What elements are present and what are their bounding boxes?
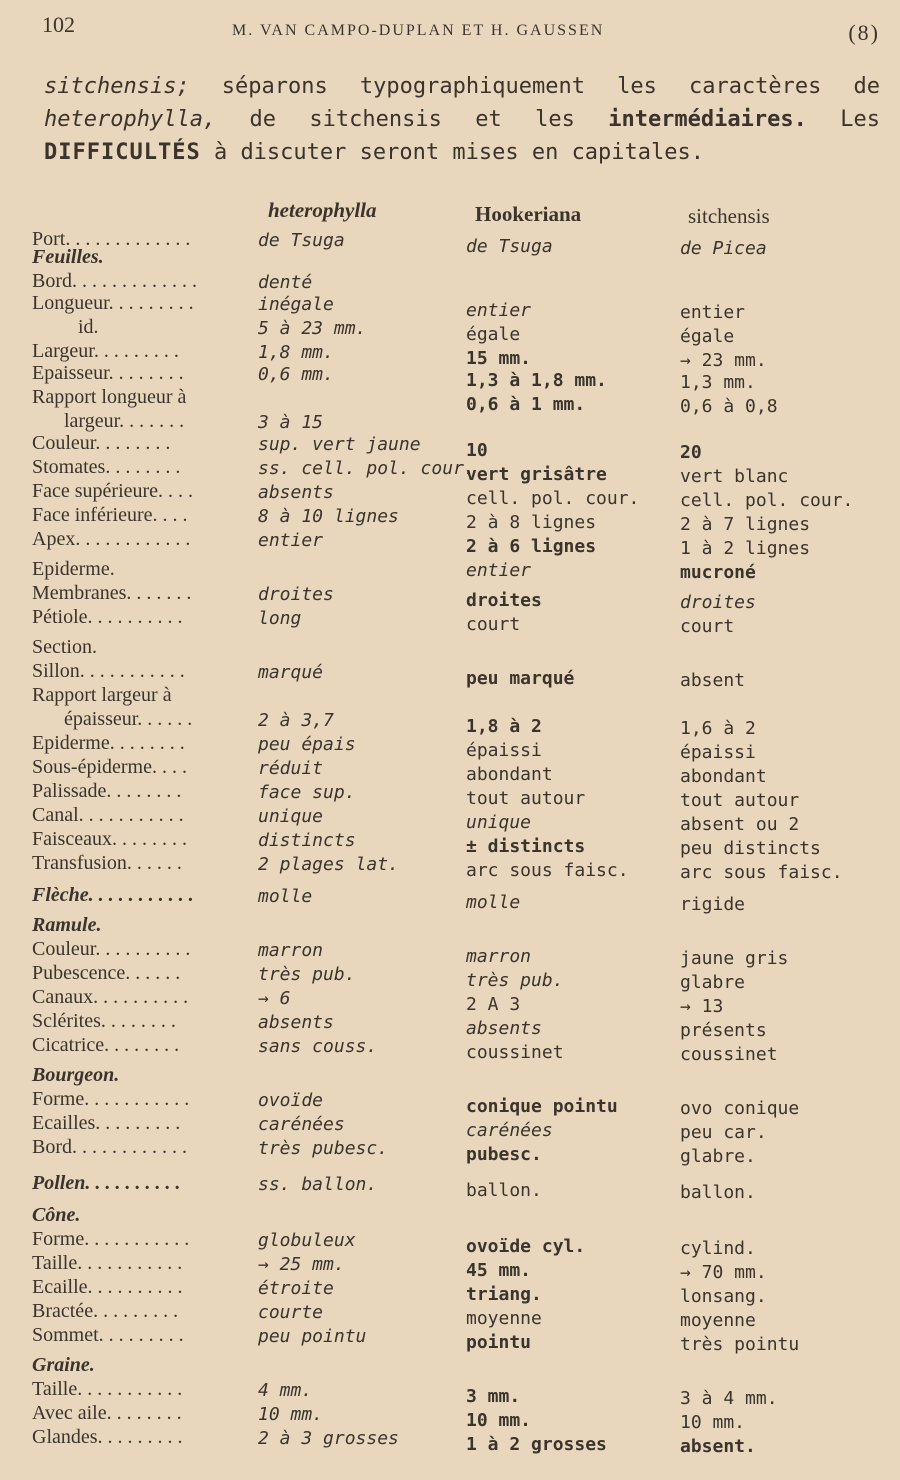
cell-sitchensis: cell. pol. cour. xyxy=(680,490,854,511)
row-label: Section. xyxy=(32,636,97,658)
cell-sitchensis: abondant xyxy=(680,766,767,787)
row-label: Face supérieure. . . . xyxy=(32,480,194,502)
row-label: Palissade. . . . . . . . xyxy=(32,780,182,802)
cell-hookeriana: molle xyxy=(466,892,521,913)
cell-hookeriana: tout autour xyxy=(466,788,586,809)
row-label: Sclérites. . . . . . . . xyxy=(32,1010,176,1032)
cell-sitchensis: moyenne xyxy=(680,1310,756,1331)
cell-sitchensis: glabre. xyxy=(680,1146,756,1167)
cell-sitchensis: → 70 mm. xyxy=(680,1262,767,1283)
cell-heterophylla: entier xyxy=(258,530,324,551)
cell-sitchensis: peu car. xyxy=(680,1122,767,1143)
running-title: M. VAN CAMPO-DUPLAN ET H. GAUSSEN xyxy=(232,22,605,39)
cell-heterophylla: denté xyxy=(258,272,313,293)
cell-hookeriana: pubesc. xyxy=(466,1144,542,1165)
cell-sitchensis: 1,6 à 2 xyxy=(680,718,756,739)
row-label: Rapport largeur à xyxy=(32,684,172,706)
cell-heterophylla: peu pointu xyxy=(258,1326,367,1347)
cell-heterophylla: long xyxy=(258,608,302,629)
column-header-sitchensis: sitchensis xyxy=(688,204,770,228)
row-label: Forme. . . . . . . . . . . xyxy=(32,1228,190,1250)
cell-heterophylla: globuleux xyxy=(258,1230,356,1251)
cell-heterophylla: 10 mm. xyxy=(258,1404,324,1425)
row-label: Rapport longueur à xyxy=(32,386,187,408)
cell-hookeriana: coussinet xyxy=(466,1042,564,1063)
cell-sitchensis: entier xyxy=(680,302,746,323)
cell-heterophylla: 5 à 23 mm. xyxy=(258,318,367,339)
cell-sitchensis: de Picea xyxy=(680,238,767,259)
row-label: Largeur. . . . . . . . . xyxy=(32,340,179,362)
cell-sitchensis: cylind. xyxy=(680,1238,756,1259)
column-header-heterophylla: heterophylla xyxy=(268,198,377,222)
cell-sitchensis: tout autour xyxy=(680,790,800,811)
row-label: Sillon. . . . . . . . . . . xyxy=(32,660,185,682)
cell-hookeriana: entier xyxy=(466,300,532,321)
row-label: Flèche. . . . . . . . . . . xyxy=(32,884,194,906)
row-label: Sous-épiderme. . . . xyxy=(32,756,187,778)
cell-sitchensis: droites xyxy=(680,592,756,613)
row-label: Taille. . . . . . . . . . . xyxy=(32,1378,183,1400)
row-label: Ecailles. . . . . . . . . xyxy=(32,1112,181,1134)
cell-sitchensis: épaissi xyxy=(680,742,756,763)
cell-heterophylla: 2 plages lat. xyxy=(258,854,399,875)
cell-heterophylla: face sup. xyxy=(258,782,356,803)
row-label: Pubescence. . . . . . xyxy=(32,962,181,984)
cell-heterophylla: sans couss. xyxy=(258,1036,378,1057)
page-number: 102 xyxy=(42,12,75,37)
cell-hookeriana: très pub. xyxy=(466,970,564,991)
cell-hookeriana: 3 mm. xyxy=(466,1386,521,1407)
cell-sitchensis: rigide xyxy=(680,894,746,915)
cell-sitchensis: présents xyxy=(680,1020,767,1041)
row-label: Apex. . . . . . . . . . . . xyxy=(32,528,191,550)
cell-hookeriana: égale xyxy=(466,324,521,345)
row-label: Port. . . . . . . . . . . . . xyxy=(32,228,191,250)
cell-sitchensis: court xyxy=(680,616,735,637)
cell-hookeriana: 10 mm. xyxy=(466,1410,532,1431)
row-label: Bourgeon. xyxy=(32,1064,120,1086)
row-label: Bord. . . . . . . . . . . . . xyxy=(32,270,197,292)
row-label: Canal. . . . . . . . . . . xyxy=(32,804,184,826)
cell-hookeriana: cell. pol. cour. xyxy=(466,488,640,509)
cell-heterophylla: 2 à 3 grosses xyxy=(258,1428,399,1449)
cell-heterophylla: ovoïde xyxy=(258,1090,324,1111)
cell-hookeriana: droites xyxy=(466,590,542,611)
cell-hookeriana: épaissi xyxy=(466,740,542,761)
cell-heterophylla: 0,6 mm. xyxy=(258,364,334,385)
row-label: Bractée. . . . . . . . . xyxy=(32,1300,179,1322)
row-label: Ecaille. . . . . . . . . . xyxy=(32,1276,183,1298)
cell-sitchensis: peu distincts xyxy=(680,838,821,859)
row-label: Taille. . . . . . . . . . . xyxy=(32,1252,183,1274)
cell-heterophylla: droites xyxy=(258,584,334,605)
cell-sitchensis: jaune gris xyxy=(680,948,789,969)
cell-heterophylla: → 6 xyxy=(258,988,291,1009)
row-label: Avec aile. . . . . . . . xyxy=(32,1402,182,1424)
cell-sitchensis: coussinet xyxy=(680,1044,778,1065)
cell-heterophylla: ss. ballon. xyxy=(258,1174,378,1195)
cell-hookeriana: absents xyxy=(466,1018,542,1039)
cell-hookeriana: de Tsuga xyxy=(466,236,553,257)
cell-hookeriana: court xyxy=(466,614,521,635)
cell-heterophylla: sup. vert jaune xyxy=(258,434,421,455)
cell-hookeriana: 1,3 à 1,8 mm. xyxy=(466,370,607,391)
cell-hookeriana: 1 à 2 grosses xyxy=(466,1434,607,1455)
cell-heterophylla: 1,8 mm. xyxy=(258,342,334,363)
cell-heterophylla: marqué xyxy=(258,662,324,683)
row-label: Canaux. . . . . . . . . . xyxy=(32,986,189,1008)
intro-text-2: de sitchensis et les xyxy=(216,107,609,132)
cell-hookeriana: 0,6 à 1 mm. xyxy=(466,394,586,415)
cell-hookeriana: unique xyxy=(466,812,532,833)
cell-heterophylla: inégale xyxy=(258,294,334,315)
cell-sitchensis: très pointu xyxy=(680,1334,800,1355)
row-label: Stomates. . . . . . . . xyxy=(32,456,181,478)
cell-heterophylla: 4 mm. xyxy=(258,1380,313,1401)
cell-heterophylla: 3 à 15 xyxy=(258,412,324,433)
row-label: Couleur. . . . . . . . xyxy=(32,432,171,454)
cell-hookeriana: 15 mm. xyxy=(466,348,532,369)
cell-hookeriana: carénées xyxy=(466,1120,553,1141)
row-label: Pétiole. . . . . . . . . . xyxy=(32,606,183,628)
row-label: Longueur. . . . . . . . . xyxy=(32,292,194,314)
cell-sitchensis: 2 à 7 lignes xyxy=(680,514,811,535)
intro-text-4: à discuter seront mises en capitales. xyxy=(200,140,705,165)
intro-sitchensis: sitchensis; xyxy=(44,74,190,99)
cell-hookeriana: ± distincts xyxy=(466,836,586,857)
row-label: Pollen. . . . . . . . . . xyxy=(32,1172,181,1194)
cell-sitchensis: ballon. xyxy=(680,1182,756,1203)
cell-sitchensis: égale xyxy=(680,326,735,347)
cell-hookeriana: arc sous faisc. xyxy=(466,860,629,881)
row-label: Ramule. xyxy=(32,914,102,936)
cell-heterophylla: absents xyxy=(258,482,334,503)
row-label: Cicatrice. . . . . . . . xyxy=(32,1034,180,1056)
row-label: Couleur. . . . . . . . . . xyxy=(32,938,191,960)
cell-heterophylla: 8 à 10 lignes xyxy=(258,506,399,527)
cell-sitchensis: absent ou 2 xyxy=(680,814,800,835)
cell-heterophylla: molle xyxy=(258,886,313,907)
cell-hookeriana: ovoïde cyl. xyxy=(466,1236,586,1257)
cell-sitchensis: 10 mm. xyxy=(680,1412,746,1433)
cell-sitchensis: absent. xyxy=(680,1436,756,1457)
column-header-hookeriana: Hookeriana xyxy=(475,202,582,226)
cell-heterophylla: très pub. xyxy=(258,964,356,985)
intro-text-3: Les xyxy=(806,107,880,132)
row-label: Feuilles. xyxy=(32,246,104,268)
cell-hookeriana: vert grisâtre xyxy=(466,464,607,485)
cell-sitchensis: lonsang. xyxy=(680,1286,767,1307)
intro-heterophylla: heterophylla, xyxy=(44,107,217,132)
cell-sitchensis: ovo conique xyxy=(680,1098,800,1119)
cell-heterophylla: réduit xyxy=(258,758,324,779)
row-label: Forme. . . . . . . . . . . xyxy=(32,1088,190,1110)
cell-heterophylla: unique xyxy=(258,806,324,827)
cell-sitchensis: 1,3 mm. xyxy=(680,372,756,393)
row-label: Epaisseur. . . . . . . . xyxy=(32,362,184,384)
cell-heterophylla: marron xyxy=(258,940,324,961)
cell-hookeriana: abondant xyxy=(466,764,553,785)
row-label: Glandes. . . . . . . . . xyxy=(32,1426,183,1448)
row-label: Epiderme. xyxy=(32,558,115,580)
cell-sitchensis: → 23 mm. xyxy=(680,350,767,371)
cell-heterophylla: très pubesc. xyxy=(258,1138,389,1159)
cell-sitchensis: 3 à 4 mm. xyxy=(680,1388,778,1409)
intro-intermediaires: intermédiaires. xyxy=(608,107,807,132)
cell-sitchensis: 0,6 à 0,8 xyxy=(680,396,778,417)
cell-hookeriana: moyenne xyxy=(466,1308,542,1329)
cell-heterophylla: courte xyxy=(258,1302,324,1323)
cell-hookeriana: 2 A 3 xyxy=(466,994,521,1015)
row-label: épaisseur. . . . . . xyxy=(64,708,193,730)
row-label: Sommet. . . . . . . . . xyxy=(32,1324,184,1346)
cell-hookeriana: marron xyxy=(466,946,532,967)
cell-hookeriana: 2 à 8 lignes xyxy=(466,512,597,533)
section-number: (8) xyxy=(848,20,880,45)
cell-sitchensis: vert blanc xyxy=(680,466,789,487)
cell-heterophylla: → 25 mm. xyxy=(258,1254,345,1275)
cell-hookeriana: ballon. xyxy=(466,1180,542,1201)
cell-heterophylla: distincts xyxy=(258,830,356,851)
row-label: id. xyxy=(78,316,99,338)
cell-heterophylla: ss. cell. pol. cour. xyxy=(258,458,475,479)
cell-sitchensis: absent xyxy=(680,670,746,691)
row-label: Membranes. . . . . . . xyxy=(32,582,192,604)
cell-hookeriana: 45 mm. xyxy=(466,1260,532,1281)
cell-sitchensis: → 13 xyxy=(680,996,724,1017)
cell-heterophylla: 2 à 3,7 xyxy=(258,710,334,731)
cell-hookeriana: entier xyxy=(466,560,532,581)
cell-hookeriana: 10 xyxy=(466,440,488,461)
row-label: Cône. xyxy=(32,1204,81,1226)
cell-heterophylla: carénées xyxy=(258,1114,345,1135)
row-label: Bord. . . . . . . . . . . . xyxy=(32,1136,187,1158)
intro-text-1: séparons typographiquement les caractères de xyxy=(189,74,880,99)
cell-hookeriana: triang. xyxy=(466,1284,542,1305)
cell-heterophylla: étroite xyxy=(258,1278,334,1299)
cell-heterophylla: absents xyxy=(258,1012,334,1033)
cell-sitchensis: arc sous faisc. xyxy=(680,862,843,883)
row-label: Graine. xyxy=(32,1354,95,1376)
cell-hookeriana: pointu xyxy=(466,1332,532,1353)
row-label: Faisceaux. . . . . . . . xyxy=(32,828,187,850)
row-label: Face inférieure. . . . xyxy=(32,504,188,526)
cell-hookeriana: 2 à 6 lignes xyxy=(466,536,597,557)
cell-heterophylla: peu épais xyxy=(258,734,356,755)
row-label: Epiderme. . . . . . . . xyxy=(32,732,185,754)
cell-hookeriana: 1,8 à 2 xyxy=(466,716,542,737)
cell-sitchensis: mucroné xyxy=(680,562,756,583)
cell-hookeriana: peu marqué xyxy=(466,668,575,689)
cell-heterophylla: de Tsuga xyxy=(258,230,345,251)
cell-sitchensis: glabre xyxy=(680,972,746,993)
row-label: largeur. . . . . . . xyxy=(64,410,185,432)
row-label: Transfusion. . . . . . xyxy=(32,852,182,874)
cell-hookeriana: conique pointu xyxy=(466,1096,618,1117)
cell-sitchensis: 1 à 2 lignes xyxy=(680,538,811,559)
cell-sitchensis: 20 xyxy=(680,442,702,463)
intro-difficultes: DIFFICULTÉS xyxy=(44,140,201,165)
